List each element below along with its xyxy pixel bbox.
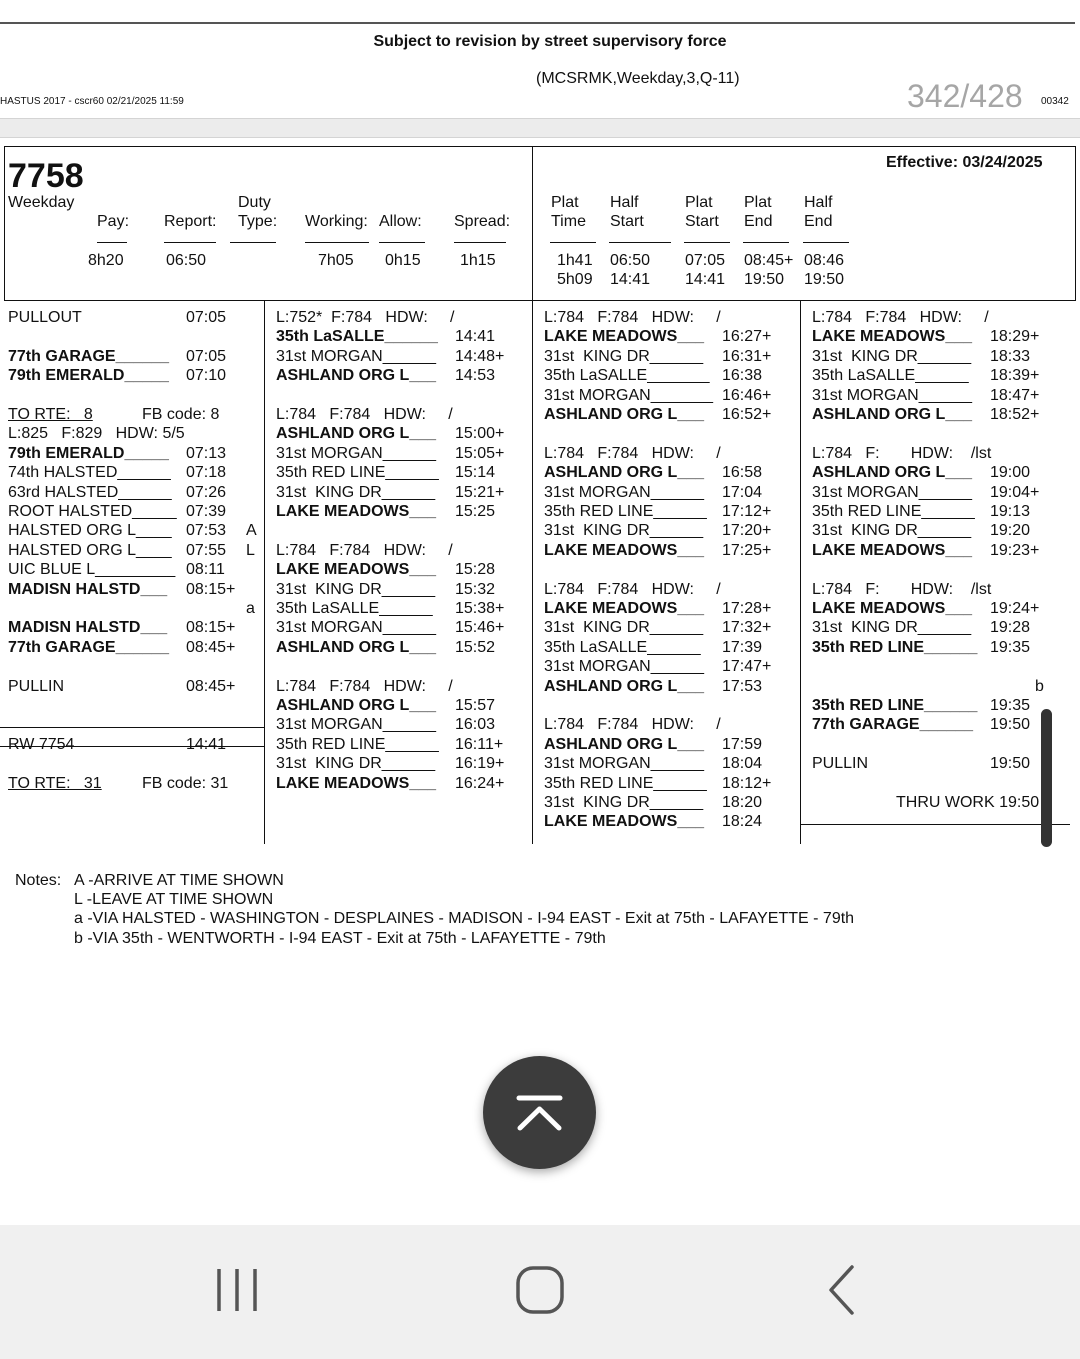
recent-apps-icon[interactable] [206,1259,268,1321]
stop-time: 18:24 [722,813,763,831]
stop-name: 35th RED LINE______ [276,735,439,753]
stop-time: 19:50 [990,716,1031,734]
trip-header: L:784 F:784 HDW: / [276,541,453,559]
stop-name: 31st MORGAN______ [544,483,705,501]
stop-time: 18:52+ [990,406,1040,423]
stop-time: 08:45+ [186,638,236,656]
stop-time: 17:25+ [722,541,772,559]
stop-time: 07:10 [186,367,227,385]
stop-name: 31st MORGAN______ [276,619,437,637]
stop-time: 07:55 [186,541,227,559]
report-value: 06:50 [166,252,207,269]
stop-time: 18:04 [722,755,763,773]
stop-name: ASHLAND ORG L___ [544,677,705,695]
half-end-2: 19:50 [804,271,845,288]
back-icon[interactable] [812,1259,874,1321]
trip-header: L:784 F:784 HDW: / [544,444,721,462]
stop-time: 15:05+ [455,444,505,462]
stop-time: 17:59 [722,735,763,753]
duty-number: 7758 [8,157,84,195]
stop-time: 18:12+ [722,774,772,792]
note-line-1: A -ARRIVE AT TIME SHOWN [74,872,284,889]
stop-time: 16:52+ [722,406,772,423]
half-end-h2: End [804,213,833,230]
stop-name: MADISN HALSTD___ [8,580,168,598]
stop-time: 07:13 [186,444,227,462]
trip-header: L:784 F:784 HDW: / [276,677,453,695]
stop-name: LAKE MEADOWS___ [812,600,973,617]
revision-notice: Subject to revision by street supervisory force [373,33,727,50]
report-label: Report: [164,213,217,230]
plat-time-h1: Plat [551,194,579,211]
stop-time: 18:39+ [990,367,1040,385]
stop-time: 16:27+ [722,328,772,346]
to-route-label: TO RTE: 8 [8,406,93,423]
stop-name: UIC BLUE L_________ [8,561,176,579]
plat-end-h1: Plat [744,194,772,211]
stop-name: MADISN HALSTD___ [8,619,168,637]
plat-start-1: 07:05 [685,252,726,269]
plat-start-h1: Plat [685,194,713,211]
plat-start-underline [684,242,730,243]
stop-name: LAKE MEADOWS___ [812,541,973,559]
type-label: Type: [238,213,278,230]
stop-time: 16:31+ [722,347,772,365]
stop-name: 31st KING DR______ [544,522,704,540]
plat-start-2: 14:41 [685,271,726,288]
stop-time: 18:33 [990,347,1031,365]
note-marker: b [1035,677,1044,695]
schedule-params: (MCSRMK,Weekday,3,Q-11) [536,70,740,87]
stop-name: THRU WORK 19:50 [896,794,1040,811]
stop-name: 35th RED LINE______ [544,503,707,520]
stop-name: RW 7754 [8,735,75,753]
pay-label: Pay: [97,213,130,230]
stop-time: 19:35 [990,638,1031,656]
stop-time: 07:39 [186,503,227,520]
trip-header: L:784 F: HDW: /lst [812,444,992,462]
stop-name: 77th GARAGE______ [8,347,169,365]
stop-time: 19:23+ [990,541,1040,559]
stop-name: HALSTED ORG L____ [8,522,172,540]
stop-time: 07:05 [186,347,227,365]
trip-header: L:784 F: HDW: /lst [812,580,992,598]
trip-header: L:784 F:784 HDW: / [812,309,989,326]
stop-name: 35th LaSALLE______ [812,367,969,385]
stop-time: 16:19+ [455,755,505,773]
trip-header: L:784 F:784 HDW: / [544,716,721,734]
duty-box-divider [532,146,533,301]
stop-name: 31st KING DR______ [544,347,704,365]
stop-time: 15:25 [455,503,496,520]
note-line-4: b -VIA 35th - WENTWORTH - I-94 EAST - Exit at 75th - LAFAYETTE - 79th [74,930,606,947]
spread-label: Spread: [454,213,511,230]
stop-name: 35th RED LINE______ [276,464,439,482]
page-counter: 342/428 [907,78,1023,114]
stop-name: LAKE MEADOWS___ [544,328,705,346]
stop-name: LAKE MEADOWS___ [544,600,705,617]
allow-value: 0h15 [385,252,421,269]
stop-time: 14:41 [455,328,496,346]
stop-name: 35th LaSALLE______ [544,638,701,656]
stop-name: PULLIN [812,755,869,773]
day-type: Weekday [8,194,75,211]
stop-time: 15:28 [455,561,496,579]
stop-name: PULLOUT [8,309,82,326]
stop-time: 07:18 [186,464,227,482]
stop-time: 07:05 [186,309,227,326]
stop-name: 35th RED LINE______ [544,774,707,792]
stop-name: ROOT HALSTED_____ [8,503,177,520]
stop-name: LAKE MEADOWS___ [812,328,973,346]
stop-name: 35th RED LINE______ [812,503,975,520]
stop-name: 35th LaSALLE______ [276,600,433,617]
vertical-scrollbar[interactable] [1041,709,1052,847]
working-value: 7h05 [318,252,354,269]
stop-time: 19:28 [990,619,1031,637]
stop-name: PULLIN [8,677,65,695]
stop-name: ASHLAND ORG L___ [544,735,705,753]
stop-name: 31st KING DR______ [812,619,972,637]
stop-time: 08:11 [186,561,225,579]
stop-time: 15:52 [455,638,496,656]
stop-name: 31st KING DR______ [276,755,436,773]
hastus-stamp: HASTUS 2017 - cscr60 02/21/2025 11:59 [0,96,184,107]
stop-time: 19:04+ [990,483,1040,501]
plat-end-2: 19:50 [744,271,785,288]
trip-header: L:825 F:829 HDW: 5/5 [8,425,185,443]
stop-name: 31st KING DR______ [812,347,972,365]
stop-time: 16:38 [722,367,763,385]
duty-label: Duty [238,194,271,211]
trip-header: L:784 F:784 HDW: / [544,309,721,326]
thru-work-rule [800,824,1070,825]
stop-name: 31st MORGAN______ [544,755,705,773]
plat-time-underline [550,242,596,243]
stop-name: 35th LaSALLE_______ [544,367,710,385]
type-underline [230,242,276,243]
stop-name: 31st MORGAN_______ [544,386,713,404]
plat-start-h2: Start [685,213,719,230]
pullin-rule-top [0,727,264,728]
notes-label: Notes: [15,872,62,889]
half-end-h1: Half [804,194,833,211]
note-line-3: a -VIA HALSTED - WASHINGTON - DESPLAINES - MADISON - I-94 EAST - Exit at 75th - LAFAYETTE - 79th [74,910,855,927]
stop-name: 31st KING DR______ [812,522,972,540]
stop-time: 17:20+ [722,522,772,540]
stop-time: 19:13 [990,503,1031,520]
stop-name: ASHLAND ORG L___ [276,638,437,656]
half-end-1: 08:46 [804,252,845,269]
stop-time: 16:11+ [455,735,504,753]
scroll-to-top-icon [483,1056,596,1169]
stop-name: ASHLAND ORG L___ [276,367,437,385]
stop-time: 19:35 [990,697,1031,714]
stop-name: 31st MORGAN______ [812,386,973,404]
stop-name: 35th RED LINE______ [812,638,978,656]
stop-name: ASHLAND ORG L___ [276,697,437,714]
stop-name: LAKE MEADOWS___ [276,774,437,792]
stop-name: ASHLAND ORG L___ [276,425,437,443]
stop-name: 31st KING DR______ [544,619,704,637]
plat-end-h2: End [744,213,773,230]
note-line-2: L -LEAVE AT TIME SHOWN [74,891,274,908]
stop-time: 15:00+ [455,425,505,443]
stop-name: 79th EMERALD_____ [8,367,169,385]
stop-name: 79th EMERALD_____ [8,444,169,462]
stop-name: 74th HALSTED______ [8,464,171,482]
stop-name: LAKE MEADOWS___ [544,813,705,831]
half-start-2: 14:41 [610,271,651,288]
stop-time: 15:38+ [455,600,505,617]
spread-underline [454,242,506,243]
stop-name: 31st MORGAN______ [544,658,705,676]
stop-time: 16:03 [455,716,496,734]
stop-time: 18:47+ [990,386,1040,404]
stop-name: 63rd HALSTED______ [8,483,172,501]
stop-time: 18:20 [722,794,763,811]
stop-time: 16:58 [722,464,763,482]
plat-time-1: 1h41 [557,252,593,269]
note-marker: A [246,522,257,540]
stop-time: 14:53 [455,367,496,385]
stop-name: ASHLAND ORG L___ [544,406,705,423]
stop-time: 17:04 [722,483,763,501]
stop-time: 17:32+ [722,619,772,637]
allow-underline [379,242,425,243]
stop-name: 31st KING DR______ [276,483,436,501]
working-underline [305,242,369,243]
stop-name: 35th RED LINE______ [812,697,978,714]
stop-name: 77th GARAGE______ [8,638,169,656]
page-code: 00342 [1041,96,1069,107]
note-marker: L [246,541,255,559]
trip-header: L:784 F:784 HDW: / [544,580,721,598]
stop-time: 15:21+ [455,483,505,501]
top-rule [0,22,1075,24]
stop-time: 15:14 [455,464,496,482]
stop-time: 17:39 [722,638,763,656]
report-underline [164,242,216,243]
stop-time: 15:32 [455,580,496,598]
stop-time: 18:29+ [990,328,1040,346]
stop-time: 17:53 [722,677,763,695]
half-start-h1: Half [610,194,639,211]
pay-value: 8h20 [88,252,124,269]
stop-name: LAKE MEADOWS___ [276,561,437,579]
stop-time: 08:15+ [186,580,236,598]
plat-time-2: 5h09 [557,271,593,288]
stop-time: 07:26 [186,483,227,501]
stop-time: 15:46+ [455,619,505,637]
stop-time: 17:28+ [722,600,772,617]
stop-time: 08:15+ [186,619,236,637]
stop-time: 19:24+ [990,600,1040,617]
half-end-underline [803,242,849,243]
allow-label: Allow: [379,213,422,230]
stop-name: 31st MORGAN______ [276,716,437,734]
stop-name: 31st MORGAN______ [812,483,973,501]
stop-name: ASHLAND ORG L___ [812,406,973,423]
column-divider-1 [264,301,265,844]
stop-name: HALSTED ORG L____ [8,541,172,559]
half-start-underline [609,242,671,243]
stop-name: 77th GARAGE______ [812,716,973,734]
plat-end-1: 08:45+ [744,252,794,269]
effective-date: Effective: 03/24/2025 [886,154,1043,171]
stop-time: 14:48+ [455,347,505,365]
stop-time: 14:41 [186,735,227,753]
stop-time: 16:46+ [722,386,772,404]
stop-name: LAKE MEADOWS___ [276,503,437,520]
stop-time: 19:20 [990,522,1031,540]
stop-name: 31st KING DR______ [544,794,704,811]
trip-header: L:784 F:784 HDW: / [276,406,453,423]
scroll-to-top-button[interactable] [483,1056,596,1169]
stop-time: 17:12+ [722,503,772,520]
working-label: Working: [305,213,368,230]
plat-end-underline [743,242,789,243]
stop-name: 31st KING DR______ [276,580,436,598]
column-divider-3 [800,301,801,844]
spread-value: 1h15 [460,252,496,269]
half-start-h2: Start [610,213,644,230]
column-divider-2 [532,301,533,844]
stop-time: 07:53 [186,522,227,540]
stop-name: 31st MORGAN______ [276,347,437,365]
stop-time: 19:50 [990,755,1031,773]
stop-time: 08:45+ [186,677,236,695]
stop-name: ASHLAND ORG L___ [812,464,973,482]
home-icon[interactable] [509,1259,571,1321]
stop-time: 19:00 [990,464,1031,482]
stop-name: 35th LaSALLE______ [276,328,438,346]
pay-underline [97,242,127,243]
stop-name: ASHLAND ORG L___ [544,464,705,482]
stop-name: 31st MORGAN______ [276,444,437,462]
half-start-1: 06:50 [610,252,651,269]
header-band [0,118,1080,138]
stop-time: 16:24+ [455,774,505,792]
fb-code: FB code: 31 [142,774,229,792]
to-route-label: TO RTE: 31 [8,774,102,792]
fb-code: FB code: 8 [142,406,220,423]
system-navigation-bar [0,1225,1080,1359]
trip-header: L:752* F:784 HDW: / [276,309,455,326]
plat-time-h2: Time [551,213,586,230]
stop-name: LAKE MEADOWS___ [544,541,705,559]
stop-time: 15:57 [455,697,496,714]
note-marker: a [246,600,255,617]
stop-time: 17:47+ [722,658,772,676]
